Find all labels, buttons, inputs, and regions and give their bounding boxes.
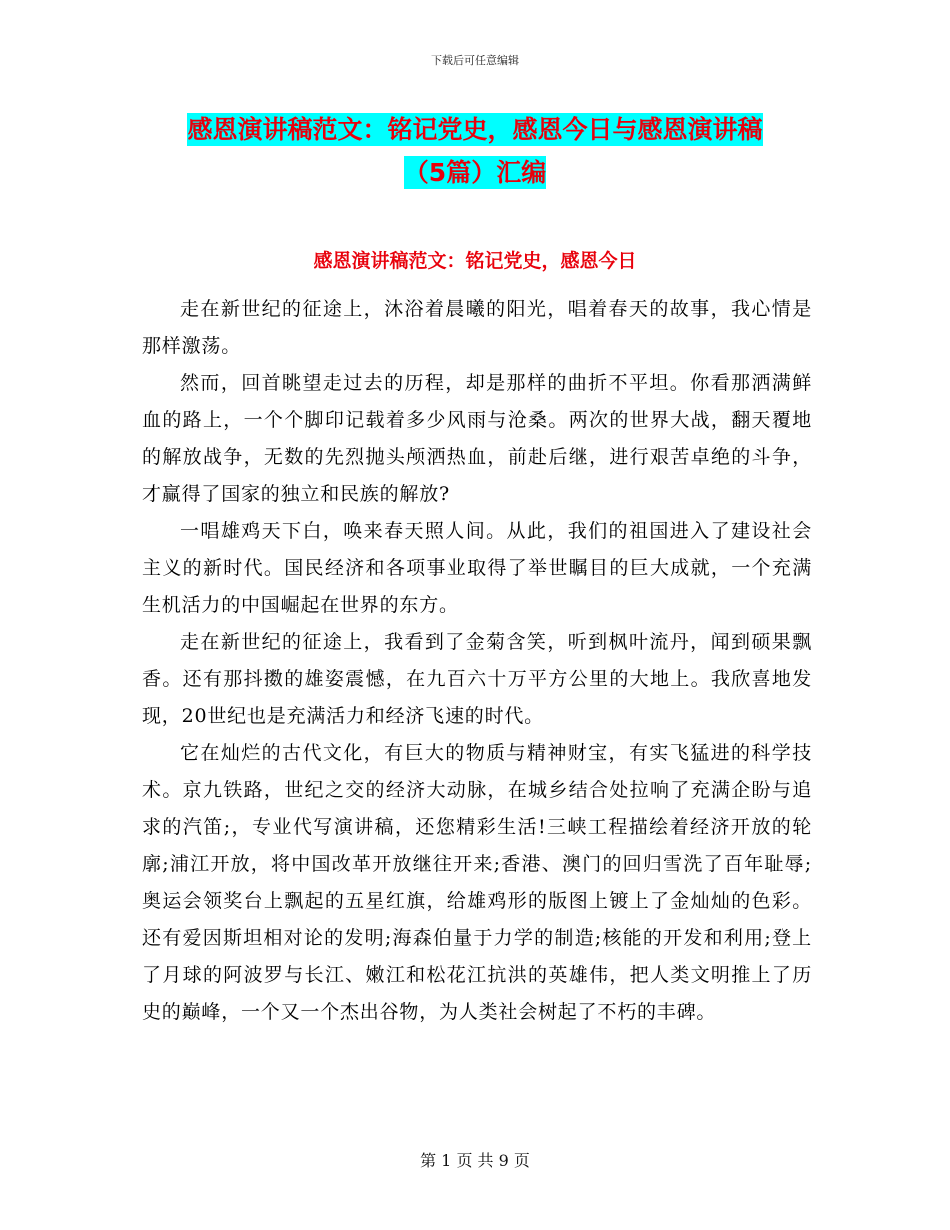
page-footer: 第 1 页 共 9 页 bbox=[420, 1151, 530, 1170]
header-note: 下载后可任意编辑 bbox=[431, 54, 519, 67]
document-title-line-1: 感恩演讲稿范文：铭记党史，感恩今日与感恩演讲稿 bbox=[187, 115, 763, 144]
paragraph: 走在新世纪的征途上，沐浴着晨曦的阳光，唱着春天的故事，我心情是那样激荡。 bbox=[142, 298, 812, 357]
paragraph: 一唱雄鸡天下白，唤来春天照人间。从此，我们的祖国进入了建设社会主义的新时代。国民经济和各项事业取得了举世瞩目的巨大成就，一个充满生机活力的中国崛起在世界的东方。 bbox=[142, 520, 812, 616]
document-title-line-2: （5篇）汇编 bbox=[403, 158, 547, 187]
paragraph: 它在灿烂的古代文化，有巨大的物质与精神财宝，有实飞猛进的科学技术。京九铁路，世纪之交的经济大动脉，在城乡结合处拉响了充满企盼与追求的汽笛;，专业代写演讲稿，还您精彩生活!三峡工程描绘着经济开放的轮廓;浦江开放，将中国改革开放继往开来;香港、澳门的回归雪洗了百年耻辱;奥运会领奖台上飘起的五星红旗，给雄鸡形的版图上镀上了金灿灿的色彩。还有爱因斯坦相对论的发明;海森伯量于力学的制造;核能的开发和利用;登上了月球的阿波罗与长江、嫩江和松花江抗洪的英雄伟，把人类文明推上了历史的巅峰，一个又一个杰出谷物，为人类社会树起了不朽的丰碑。 bbox=[142, 742, 812, 1023]
section-title: 感恩演讲稿范文：铭记党史，感恩今日 bbox=[313, 250, 637, 272]
body-text bbox=[142, 291, 812, 1031]
paragraph: 然而，回首眺望走过去的历程，却是那样的曲折不平坦。你看那洒满鲜血的路上，一个个脚印记载着多少风雨与沧桑。两次的世界大战，翻天覆地的解放战争，无数的先烈抛头颅洒热血，前赴后继，进行艰苦卓绝的斗争，才赢得了国家的独立和民族的解放? bbox=[142, 372, 812, 505]
document-title bbox=[140, 108, 810, 194]
paragraph: 走在新世纪的征途上，我看到了金菊含笑，听到枫叶流丹，闻到硕果飘香。还有那抖擞的雄姿震憾，在九百六十万平方公里的大地上。我欣喜地发现，20世纪也是充满活力和经济飞速的时代。 bbox=[142, 631, 812, 727]
